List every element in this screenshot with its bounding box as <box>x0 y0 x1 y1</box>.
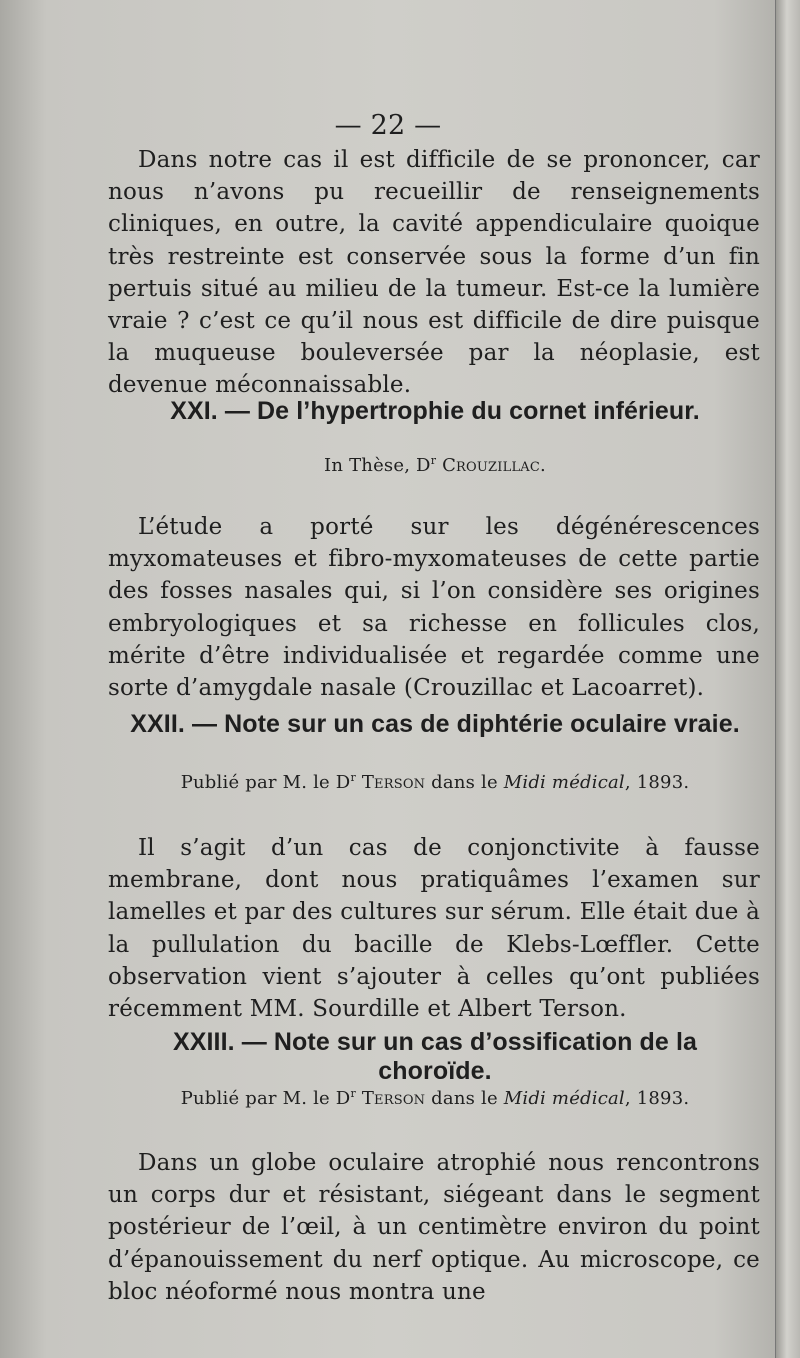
paragraph-choroid-ossification: Dans un globe oculaire atrophié nous rencontrons un corps dur et résistant, siégeant dans le segment postérieur de l’œil, à un centimètre environ du point d’épanouissement du nerf optique. Au microscope, ce bloc néoformé nous montra une <box>108 1150 760 1305</box>
author-name: Terson <box>361 772 426 793</box>
source-suffix: , 1893. <box>624 1088 690 1109</box>
paragraph-appendix-case: Dans notre cas il est difficile de se prononcer, car nous n’avons pu recueillir de renseignements cliniques, en outre, la cavité appendiculaire quoique très restreinte est conservée sous la forme d’un fin pertuis situé au milieu de la tumeur. Est-ce la lumière vraie ? c’est ce qu’il nous est difficile de dire puisque la muqueuse bouleversée par la néoplasie, est devenue méconnaissable. <box>108 147 760 399</box>
section-source-xxii <box>125 772 745 793</box>
source-prefix: Publié par M. le D <box>180 772 351 793</box>
author-name: Crouzillac <box>442 455 541 476</box>
source-suffix: . <box>540 455 546 476</box>
section-heading-xxi: XXI. — De l’hypertrophie du cornet inférieur. <box>170 397 700 425</box>
source-prefix: In Thèse, D <box>324 455 431 476</box>
source-prefix: Publié par M. le D <box>180 1088 351 1109</box>
author-name: Terson <box>361 1088 426 1109</box>
doctor-abbreviation-superscript: r <box>350 771 356 784</box>
page-edge <box>775 0 800 1358</box>
doctor-abbreviation-superscript: r <box>350 1087 356 1100</box>
page-number: — 22 — <box>334 110 442 141</box>
journal-title: Midi médical <box>503 1088 625 1109</box>
section-source-xxi <box>125 455 745 476</box>
source-suffix: , 1893. <box>624 772 690 793</box>
paragraph-diphtheria: Il s’agit d’un cas de conjonctivite à fausse membrane, dont nous pratiquâmes l’examen sur lamelles et par des cultures sur sérum. Elle était due à la pullulation du bacille de Klebs-Lœffler. Cette observation vient s’ajouter à celles qu’ont publiées récemment MM. Sourdille et Albert Terson. <box>108 835 760 1023</box>
source-middle: dans le <box>425 772 504 793</box>
section-heading-xxiii: XXIII. — Note sur un cas d’ossification de la choroïde. <box>172 1028 698 1085</box>
section-source-xxiii <box>125 1088 745 1109</box>
doctor-abbreviation-superscript: r <box>430 454 437 467</box>
paragraph-nasal-cornet: L’étude a porté sur les dégénérescences myxomateuses et fibro-myxomateuses de cette partie des fosses nasales qui, si l’on considère ses origines embryologiques et sa richesse en follicules clos, mérite d’être individualisée et regardée comme une sorte d’amygdale nasale (Crouzillac et Lacoarret). <box>108 514 760 702</box>
source-middle: dans le <box>425 1088 504 1109</box>
section-heading-xxii: XXII. — Note sur un cas de diphtérie oculaire vraie. <box>130 710 740 738</box>
journal-title: Midi médical <box>503 772 625 793</box>
